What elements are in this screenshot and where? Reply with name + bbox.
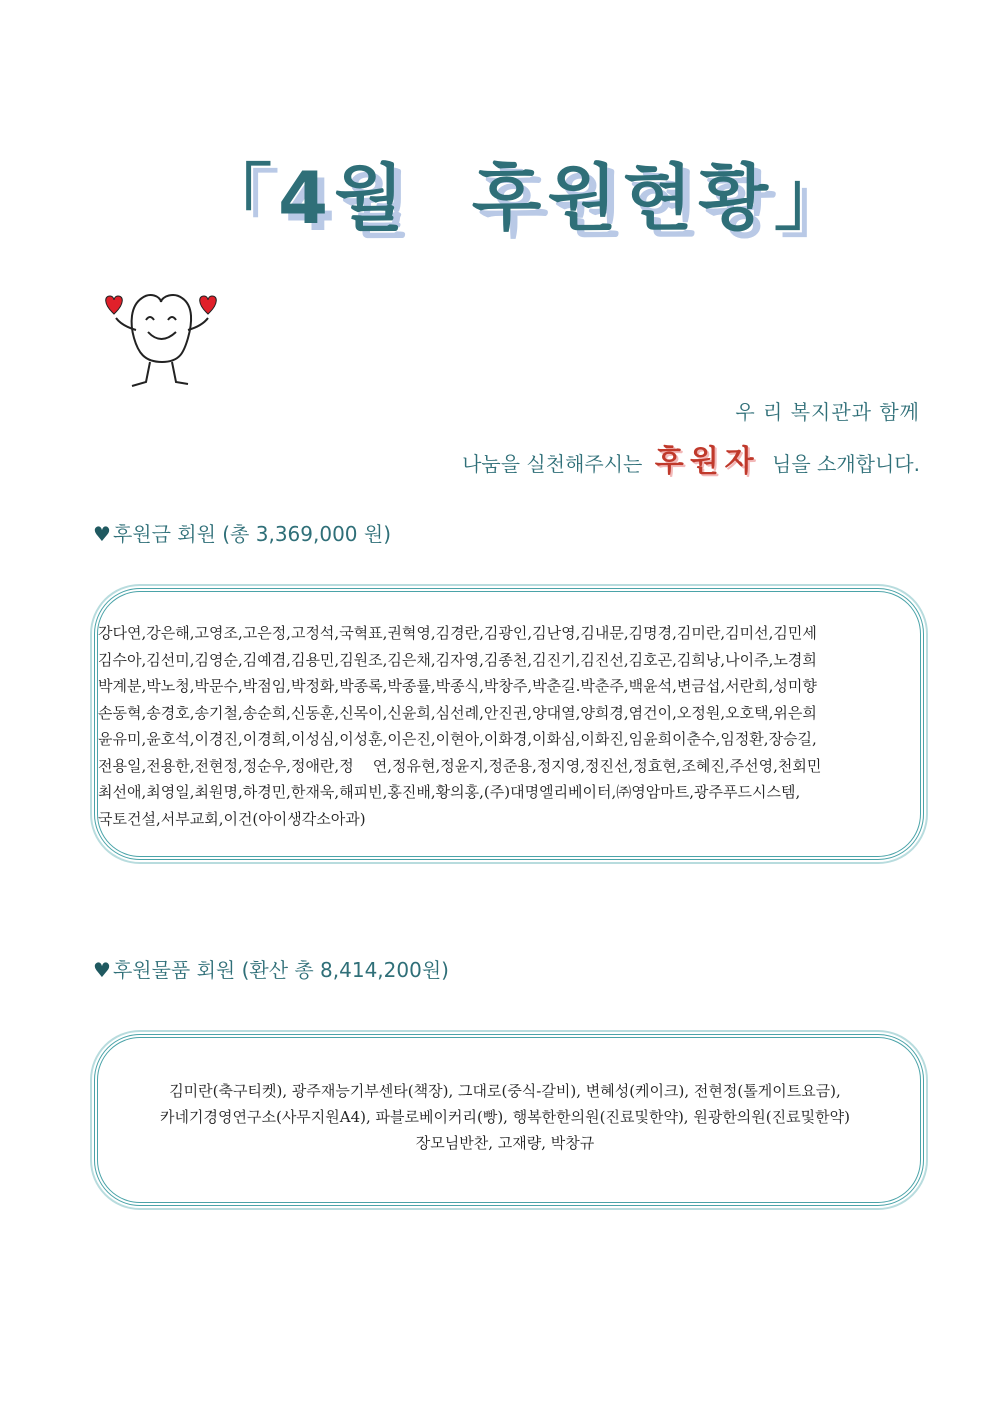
intro-line-1: 우 리 복지관과 함께 — [735, 400, 920, 424]
donor-line: 김수아,김선미,김영순,김예겸,김용민,김원조,김은채,김자영,김종천,김진기,김진선,김호곤,김희낭,나이주,노경희 — [98, 650, 817, 669]
intro-line-2-after: 님을 소개합니다. — [772, 452, 920, 476]
page-title: 「4월 후원현황」 — [200, 156, 852, 240]
cash-section-heading — [93, 518, 391, 547]
donor-line: 최선애,최영일,최원명,하경민,한재욱,해피빈,홍진배,황의홍,(주)대명엘리베이터,㈜영암마트,광주푸드시스템, — [98, 783, 801, 801]
title-area — [0, 140, 992, 250]
goods-heading-text: 후원물품 회원 (환산 총 8,414,200원) — [112, 958, 449, 982]
intro-line-2 — [462, 436, 920, 480]
donor-line: 강다연,강은해,고영조,고은정,고정석,국혁표,권혁영,김경란,김광인,김난영,김내문,김명경,김미란,김미선,김민세 — [98, 624, 817, 642]
goods-line: 김미란(축구티켓), 광주재능기부센타(책장), 그대로(중식-갈비), 변혜성(케이크), 전현정(톨게이트요금), — [169, 1082, 841, 1100]
heart-icon: ♥ — [93, 522, 111, 546]
goods-line: 장모님반찬, 고재량, 박창규 — [415, 1134, 595, 1152]
intro-line-2-before: 나눔을 실천해주시는 — [462, 452, 643, 476]
donor-line: 박계분,박노청,박문수,박점임,박정화,박종록,박종률,박종식,박창주,박춘길.박춘주,백윤석,변금섭,서란희,성미향 — [98, 677, 817, 695]
cash-heading-text: 후원금 회원 (총 3,369,000 원) — [112, 522, 391, 546]
mascot-body — [132, 295, 191, 362]
left-heart-icon — [106, 296, 123, 314]
donor-line: 국토건설,서부교회,이건(아이생각소아과) — [98, 809, 366, 828]
goods-section-heading — [93, 954, 449, 983]
right-heart-icon — [200, 296, 217, 314]
mascot-illustration — [98, 290, 224, 392]
goods-donor-list — [104, 1078, 906, 1156]
donor-line: 윤유미,윤호석,이경진,이경희,이성심,이성훈,이은진,이현아,이화경,이화심,이화진,임윤희이춘수,임정환,장승길, — [98, 730, 817, 748]
goods-line: 카네기경영연구소(사무지원A4), 파블로베이커리(빵), 행복한한의원(진료및한약), 원광한의원(진료및한약) — [160, 1108, 850, 1126]
heart-icon: ♥ — [93, 958, 111, 982]
donor-line: 손동혁,송경호,송기철,송순희,신동훈,신목이,신윤희,심선례,안진권,양대열,양희경,염건이,오정원,오호택,위은희 — [98, 703, 817, 722]
donor-line: 전용일,전용한,전현정,정순우,정애란,정 연,정유현,정윤지,정준용,정지영,정진선,정효현,조혜진,주선영,천회민 — [98, 756, 822, 775]
sponsor-highlight: 후원자 — [654, 444, 760, 479]
cash-donor-list — [98, 620, 916, 832]
